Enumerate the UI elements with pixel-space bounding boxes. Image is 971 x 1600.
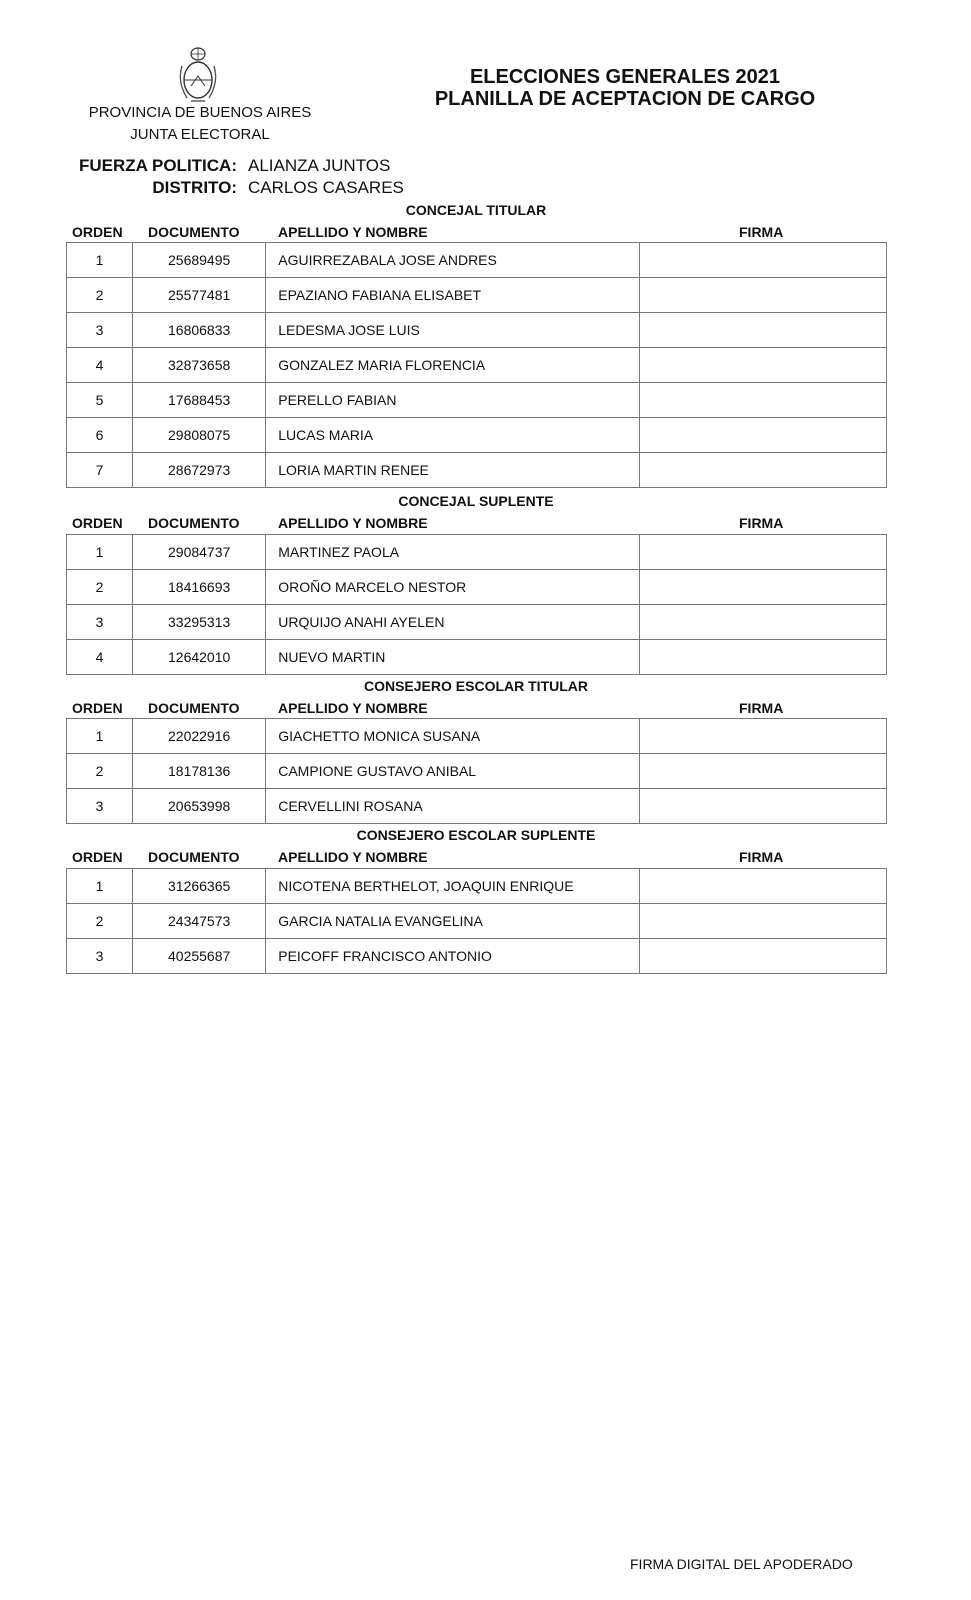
signature-cell[interactable] — [639, 719, 886, 754]
column-header-nombre: APELLIDO Y NOMBRE — [278, 224, 428, 240]
table-row — [67, 278, 887, 313]
name-cell: EPAZIANO FABIANA ELISABET — [266, 278, 639, 313]
signature-cell[interactable] — [639, 789, 886, 824]
order-cell: 2 — [67, 754, 133, 789]
signature-cell[interactable] — [639, 383, 886, 418]
name-cell: LORIA MARTIN RENEE — [266, 453, 639, 488]
table-row — [67, 605, 887, 640]
order-cell: 1 — [67, 869, 133, 904]
name-cell: NICOTENA BERTHELOT, JOAQUIN ENRIQUE — [266, 869, 639, 904]
order-cell: 2 — [67, 904, 133, 939]
signature-cell[interactable] — [639, 939, 886, 974]
coat-of-arms-icon — [179, 46, 217, 104]
table-row — [67, 453, 887, 488]
name-cell: OROÑO MARCELO NESTOR — [266, 570, 639, 605]
order-cell: 1 — [67, 719, 133, 754]
document-cell: 32873658 — [133, 348, 266, 383]
document-cell: 40255687 — [133, 939, 266, 974]
column-header-firma: FIRMA — [739, 849, 784, 865]
table-row — [67, 418, 887, 453]
column-header-documento: DOCUMENTO — [148, 224, 240, 240]
document-cell: 20653998 — [133, 789, 266, 824]
party-label: FUERZA POLITICA: — [78, 156, 237, 175]
table-row — [67, 869, 887, 904]
document-cell: 31266365 — [133, 869, 266, 904]
column-header-documento: DOCUMENTO — [148, 849, 240, 865]
signature-cell[interactable] — [639, 313, 886, 348]
document-cell: 18416693 — [133, 570, 266, 605]
candidates-table — [66, 718, 887, 824]
column-header-firma: FIRMA — [739, 700, 784, 716]
document-cell: 22022916 — [133, 719, 266, 754]
name-cell: CERVELLINI ROSANA — [266, 789, 639, 824]
column-header-nombre: APELLIDO Y NOMBRE — [278, 700, 428, 716]
document-cell: 18178136 — [133, 754, 266, 789]
table-row — [67, 535, 887, 570]
table-row — [67, 904, 887, 939]
order-cell: 7 — [67, 453, 133, 488]
section-title: CONCEJAL SUPLENTE — [398, 493, 554, 509]
document-cell: 28672973 — [133, 453, 266, 488]
candidates-table — [66, 534, 887, 675]
signature-cell[interactable] — [639, 605, 886, 640]
document-title: ELECCIONES GENERALES 2021 — [469, 66, 781, 88]
order-cell: 1 — [67, 535, 133, 570]
section-title: CONSEJERO ESCOLAR SUPLENTE — [356, 827, 596, 843]
name-cell: CAMPIONE GUSTAVO ANIBAL — [266, 754, 639, 789]
table-row — [67, 754, 887, 789]
signature-cell[interactable] — [639, 904, 886, 939]
document-cell: 29808075 — [133, 418, 266, 453]
column-header-nombre: APELLIDO Y NOMBRE — [278, 515, 428, 531]
document-cell: 25577481 — [133, 278, 266, 313]
name-cell: GONZALEZ MARIA FLORENCIA — [266, 348, 639, 383]
name-cell: LUCAS MARIA — [266, 418, 639, 453]
table-row — [67, 640, 887, 675]
table-row — [67, 789, 887, 824]
table-row — [67, 243, 887, 278]
name-cell: MARTINEZ PAOLA — [266, 535, 639, 570]
order-cell: 4 — [67, 640, 133, 675]
order-cell: 2 — [67, 570, 133, 605]
order-cell: 5 — [67, 383, 133, 418]
order-cell: 3 — [67, 605, 133, 640]
candidates-table — [66, 242, 887, 488]
signature-cell[interactable] — [639, 418, 886, 453]
column-header-firma: FIRMA — [739, 515, 784, 531]
document-subtitle: PLANILLA DE ACEPTACION DE CARGO — [434, 88, 816, 110]
document-cell: 17688453 — [133, 383, 266, 418]
table-row — [67, 939, 887, 974]
order-cell: 6 — [67, 418, 133, 453]
district-value: CARLOS CASARES — [248, 178, 404, 197]
signature-cell[interactable] — [639, 570, 886, 605]
province-name: PROVINCIA DE BUENOS AIRES — [88, 104, 312, 121]
signature-cell[interactable] — [639, 348, 886, 383]
district-label: DISTRITO: — [152, 178, 237, 197]
signature-cell[interactable] — [639, 243, 886, 278]
signature-note: FIRMA DIGITAL DEL APODERADO — [630, 1556, 853, 1572]
name-cell: AGUIRREZABALA JOSE ANDRES — [266, 243, 639, 278]
name-cell: GARCIA NATALIA EVANGELINA — [266, 904, 639, 939]
order-cell: 2 — [67, 278, 133, 313]
document-cell: 12642010 — [133, 640, 266, 675]
electoral-board-name: JUNTA ELECTORAL — [130, 126, 270, 143]
signature-cell[interactable] — [639, 535, 886, 570]
section-title: CONSEJERO ESCOLAR TITULAR — [363, 678, 588, 694]
column-header-documento: DOCUMENTO — [148, 700, 240, 716]
signature-cell[interactable] — [639, 869, 886, 904]
order-cell: 3 — [67, 939, 133, 974]
table-row — [67, 719, 887, 754]
order-cell: 3 — [67, 789, 133, 824]
name-cell: PERELLO FABIAN — [266, 383, 639, 418]
signature-cell[interactable] — [639, 640, 886, 675]
column-header-orden: ORDEN — [72, 515, 123, 531]
document-cell: 25689495 — [133, 243, 266, 278]
order-cell: 3 — [67, 313, 133, 348]
document-cell: 16806833 — [133, 313, 266, 348]
order-cell: 1 — [67, 243, 133, 278]
order-cell: 4 — [67, 348, 133, 383]
column-header-firma: FIRMA — [739, 224, 784, 240]
document-cell: 29084737 — [133, 535, 266, 570]
column-header-nombre: APELLIDO Y NOMBRE — [278, 849, 428, 865]
column-header-orden: ORDEN — [72, 849, 123, 865]
document-cell: 33295313 — [133, 605, 266, 640]
document-cell: 24347573 — [133, 904, 266, 939]
table-row — [67, 570, 887, 605]
name-cell: PEICOFF FRANCISCO ANTONIO — [266, 939, 639, 974]
signature-cell[interactable] — [639, 278, 886, 313]
section-title: CONCEJAL TITULAR — [405, 202, 547, 218]
signature-cell[interactable] — [639, 754, 886, 789]
candidates-table — [66, 868, 887, 974]
table-row — [67, 383, 887, 418]
table-row — [67, 313, 887, 348]
party-value: ALIANZA JUNTOS — [248, 156, 391, 175]
column-header-orden: ORDEN — [72, 700, 123, 716]
name-cell: URQUIJO ANAHI AYELEN — [266, 605, 639, 640]
name-cell: LEDESMA JOSE LUIS — [266, 313, 639, 348]
name-cell: GIACHETTO MONICA SUSANA — [266, 719, 639, 754]
signature-cell[interactable] — [639, 453, 886, 488]
column-header-orden: ORDEN — [72, 224, 123, 240]
column-header-documento: DOCUMENTO — [148, 515, 240, 531]
name-cell: NUEVO MARTIN — [266, 640, 639, 675]
table-row — [67, 348, 887, 383]
